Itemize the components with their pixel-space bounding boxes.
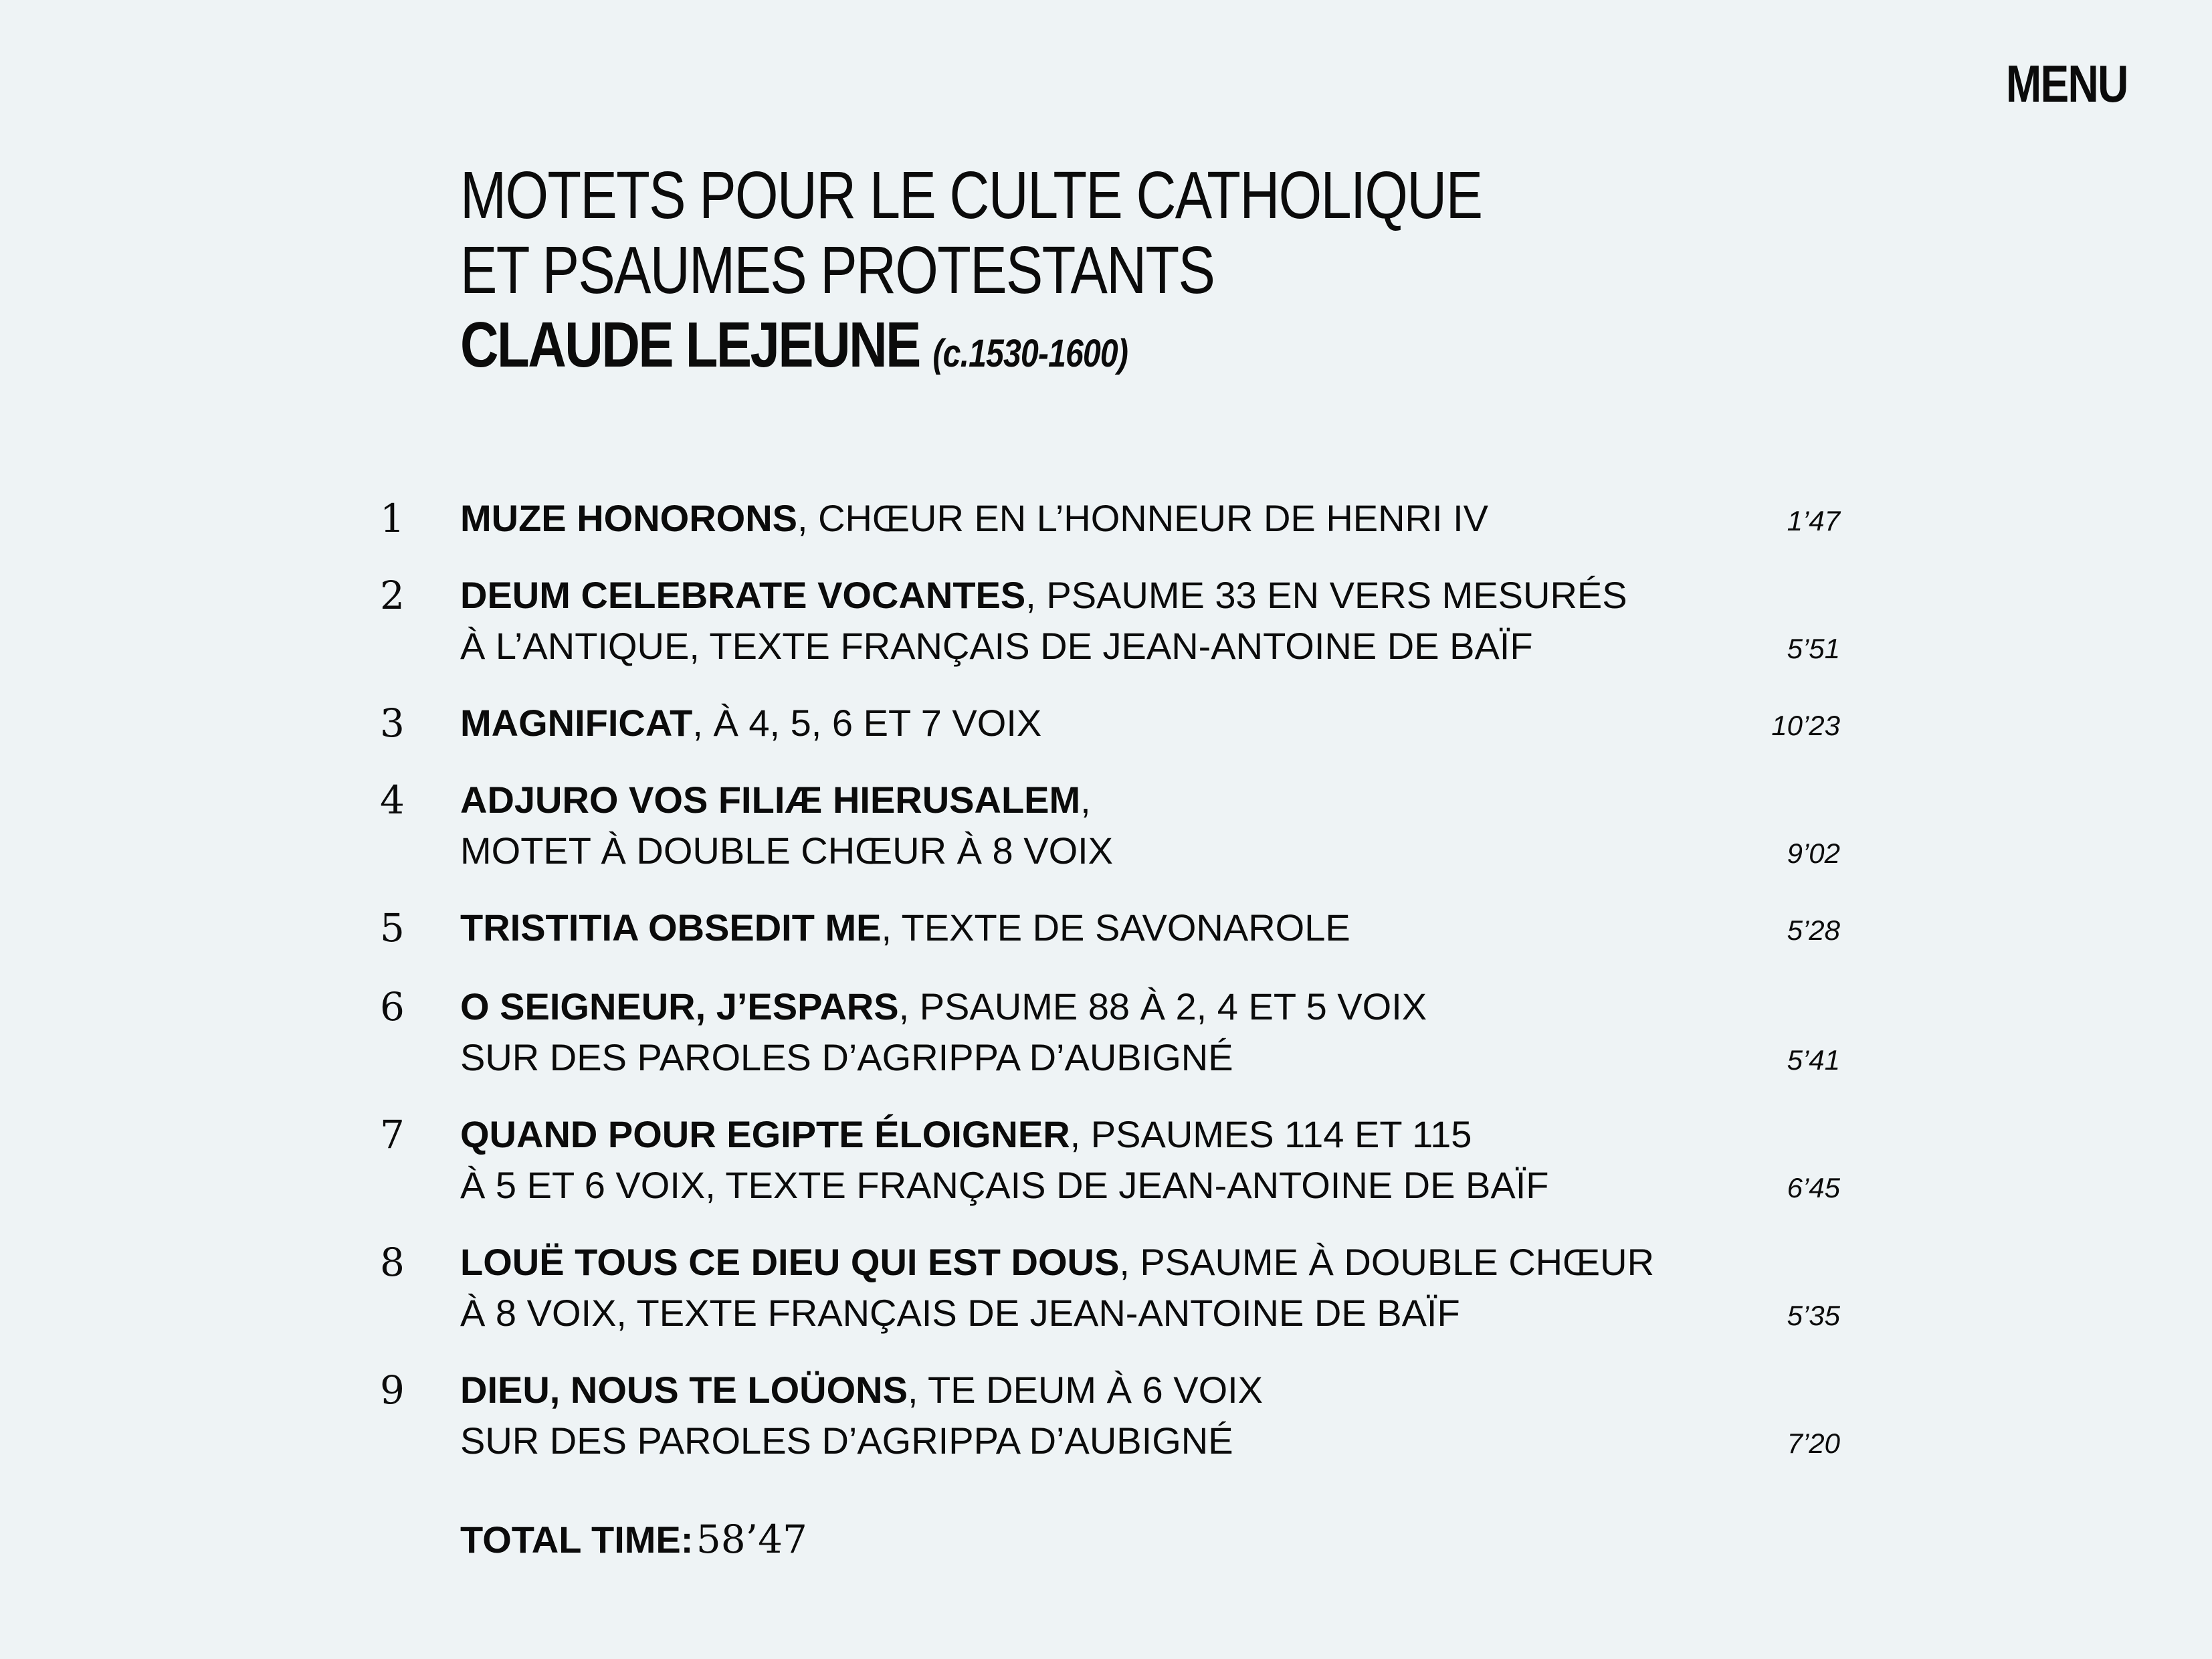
track-number: 1 xyxy=(380,496,405,541)
track-number: 7 xyxy=(380,1112,405,1157)
track-subtitle-line-2: SUR DES PAROLES D’AGRIPPA D’AUBIGNÉ xyxy=(460,1036,1233,1078)
track-title: LOUË TOUS CE DIEU QUI EST DOUS xyxy=(460,1241,1120,1283)
track-number: 5 xyxy=(380,905,405,951)
track-subtitle-line-2: À L’ANTIQUE, TEXTE FRANÇAIS DE JEAN-ANTOINE DE BAÏF xyxy=(460,625,1533,667)
track-description xyxy=(460,493,1488,544)
track-duration: 5’28 xyxy=(1787,914,1840,946)
track-description xyxy=(460,1109,1549,1211)
album-title-line-2: ET PSAUMES PROTESTANTS xyxy=(460,233,1215,308)
track-description xyxy=(460,698,1041,749)
track-subtitle-line-2: À 8 VOIX, TEXTE FRANÇAIS DE JEAN-ANTOINE DE BAÏF xyxy=(460,1292,1460,1334)
track-duration: 5’41 xyxy=(1787,1044,1840,1076)
track-title: O SEIGNEUR, J’ESPARS xyxy=(460,985,899,1028)
track-duration: 6’45 xyxy=(1787,1172,1840,1203)
total-time-value: 58’47 xyxy=(696,1517,807,1562)
total-time xyxy=(460,1509,807,1580)
track-subtitle-line-2: SUR DES PAROLES D’AGRIPPA D’AUBIGNÉ xyxy=(460,1420,1233,1462)
track-description xyxy=(460,902,1350,953)
track-title: ADJURO VOS FILIÆ HIERUSALEM xyxy=(460,779,1081,821)
track-subtitle-line-2: À 5 ET 6 VOIX, TEXTE FRANÇAIS DE JEAN-ANTOINE DE BAÏF xyxy=(460,1164,1549,1206)
track-title: MAGNIFICAT xyxy=(460,702,693,744)
track-subtitle-line-2: MOTET À DOUBLE CHŒUR À 8 VOIX xyxy=(460,830,1114,872)
track-duration: 7’20 xyxy=(1787,1428,1840,1459)
track-number: 6 xyxy=(380,984,405,1030)
composer-dates: (c.1530-1600) xyxy=(932,332,1128,375)
track-title: TRISTITIA OBSEDIT ME xyxy=(460,906,882,949)
track-duration: 9’02 xyxy=(1787,838,1840,869)
track-title: DIEU, NOUS TE LOÜONS xyxy=(460,1369,908,1411)
track-description xyxy=(460,1365,1263,1466)
track-subtitle: , PSAUME À DOUBLE CHŒUR xyxy=(1119,1241,1655,1283)
track-subtitle: , PSAUMES 114 ET 115 xyxy=(1070,1113,1472,1155)
track-title: QUAND POUR EGIPTE ÉLOIGNER xyxy=(460,1113,1070,1155)
track-title: MUZE HONORONS xyxy=(460,497,797,539)
track-number: 3 xyxy=(380,700,405,746)
track-description xyxy=(460,775,1113,876)
track-number: 4 xyxy=(380,777,405,823)
track-subtitle: , CHŒUR EN L’HONNEUR DE HENRI IV xyxy=(797,497,1489,539)
track-subtitle: , TEXTE DE SAVONAROLE xyxy=(881,906,1350,949)
track-title: DEUM CELEBRATE VOCANTES xyxy=(460,574,1026,616)
track-subtitle: , PSAUME 33 EN VERS MESURÉS xyxy=(1025,574,1627,616)
album-header xyxy=(460,158,1691,391)
track-duration: 1’47 xyxy=(1787,505,1840,536)
composer-name: CLAUDE LEJEUNE xyxy=(460,309,920,381)
composer-heading xyxy=(460,308,1482,391)
track-duration: 10’23 xyxy=(1771,710,1840,741)
menu-button[interactable]: MENU xyxy=(2006,54,2128,113)
track-subtitle: , xyxy=(1080,779,1091,821)
track-description xyxy=(460,1237,1654,1339)
track-description xyxy=(460,570,1627,672)
track-subtitle: , TE DEUM À 6 VOIX xyxy=(907,1369,1264,1411)
track-duration: 5’35 xyxy=(1787,1300,1840,1331)
total-time-label: TOTAL TIME: xyxy=(460,1519,694,1561)
track-number: 2 xyxy=(380,573,405,618)
track-subtitle: , PSAUME 88 À 2, 4 ET 5 VOIX xyxy=(898,985,1427,1028)
track-subtitle: , À 4, 5, 6 ET 7 VOIX xyxy=(692,702,1042,744)
track-number: 9 xyxy=(380,1367,405,1413)
track-number: 8 xyxy=(380,1240,405,1285)
album-title-line-1: MOTETS POUR LE CULTE CATHOLIQUE xyxy=(460,158,1482,233)
track-duration: 5’51 xyxy=(1787,633,1840,664)
track-description xyxy=(460,981,1427,1083)
